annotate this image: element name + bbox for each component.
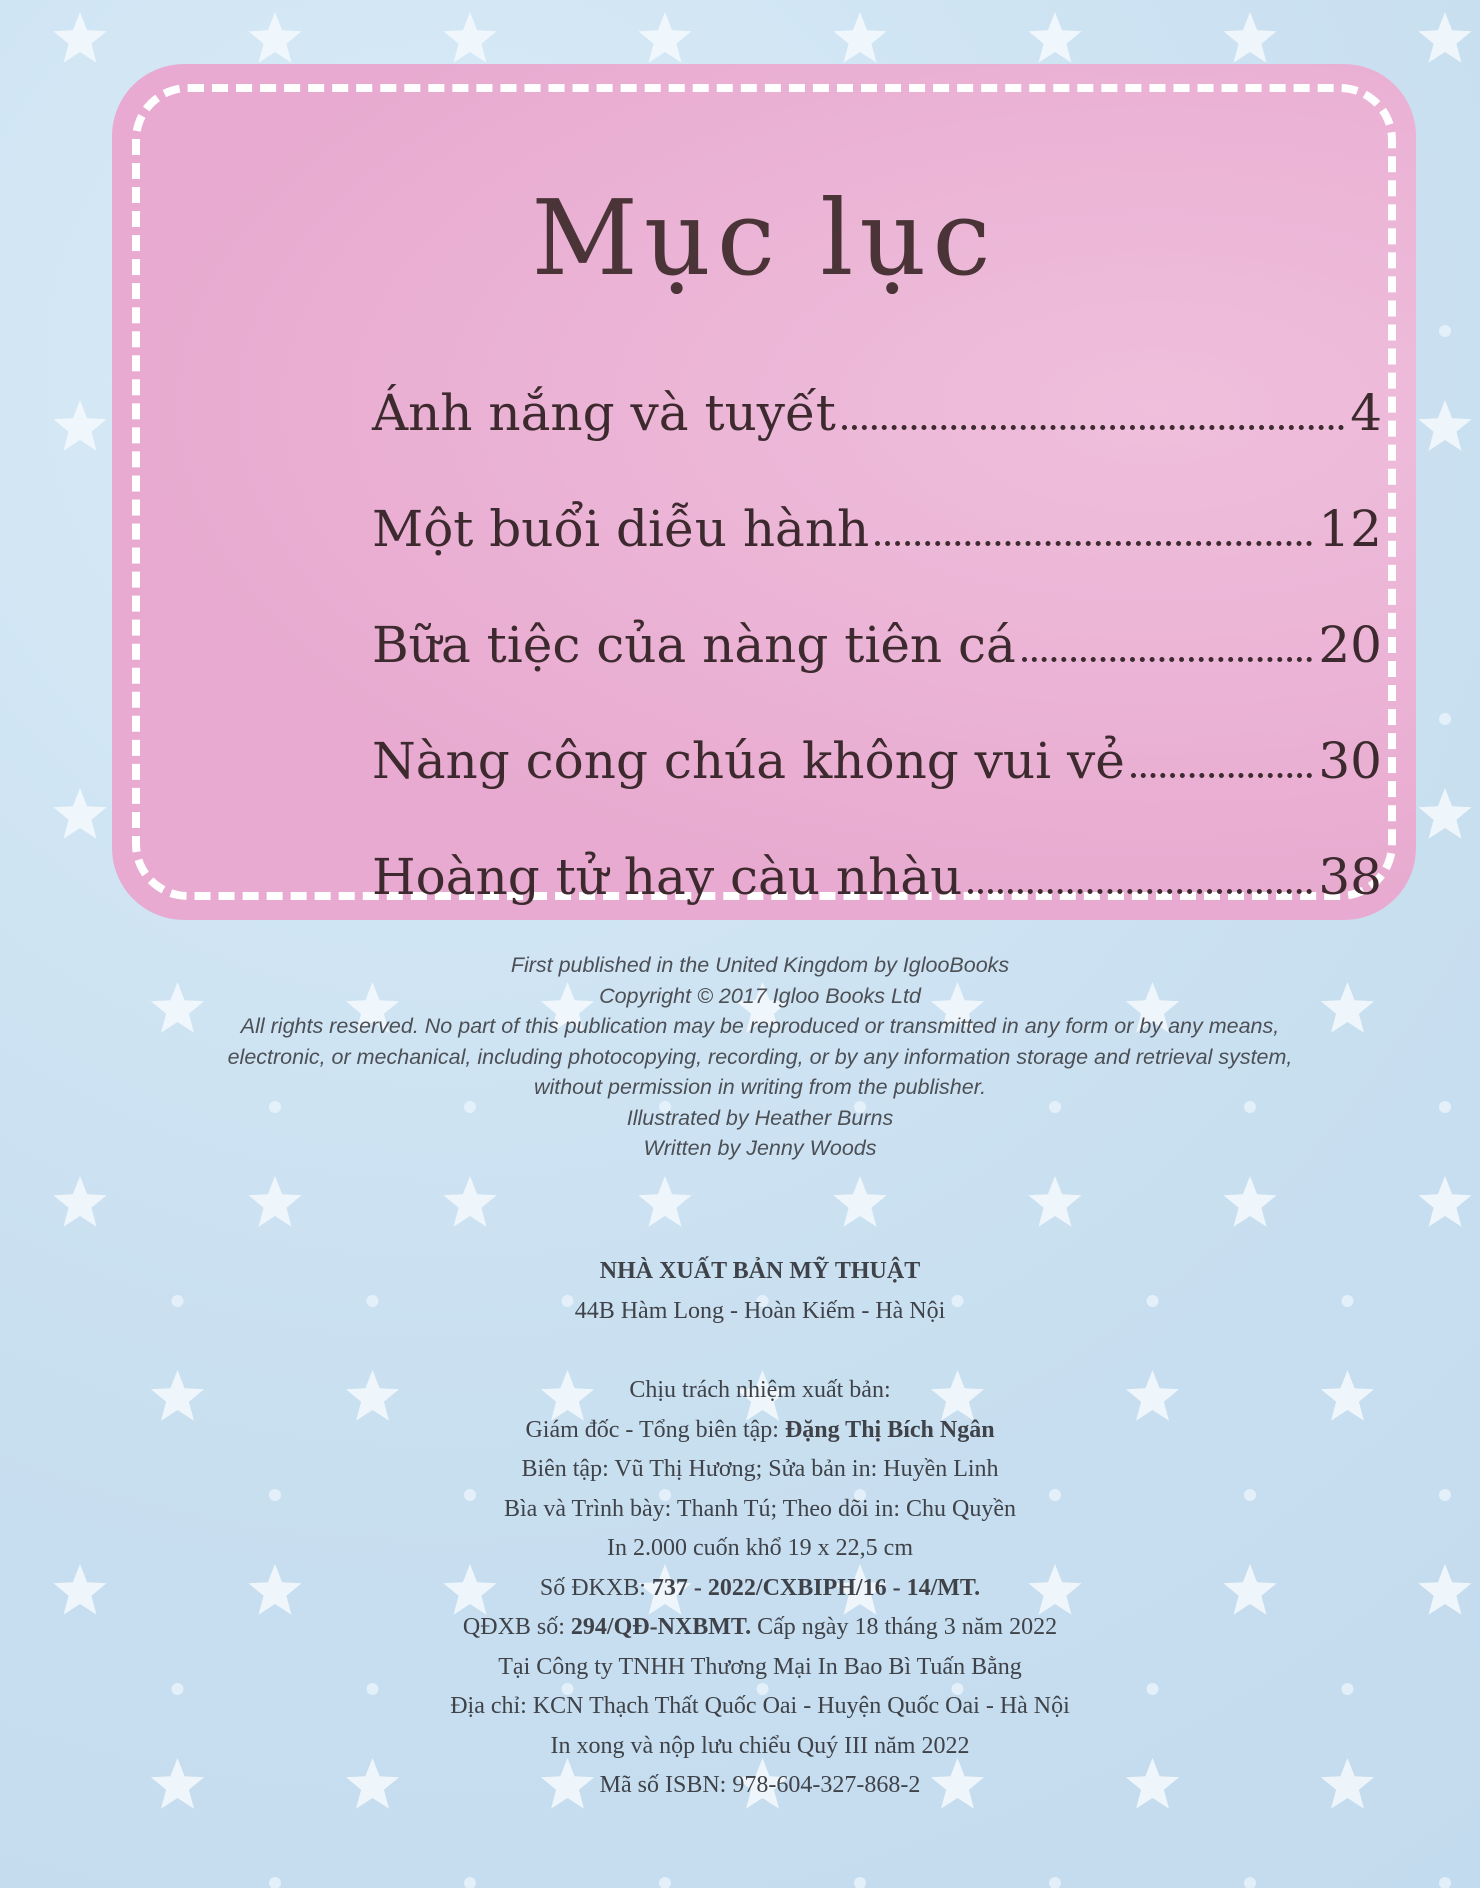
toc-entry-title: Nàng công chúa không vui vẻ: [372, 732, 1125, 790]
star-shape: [833, 1176, 886, 1227]
dot-shape: [172, 1295, 184, 1307]
toc-entry-page: 38: [1318, 848, 1382, 906]
toc-entry-page: 12: [1318, 500, 1382, 558]
table-of-contents-panel: [112, 64, 1416, 920]
toc-entry-title: Một buổi diễu hành: [372, 500, 870, 558]
toc-entry: [372, 500, 1382, 616]
toc-title: Mục lục: [531, 177, 997, 299]
dot-leader: [875, 541, 1312, 546]
star-shape: [638, 12, 691, 63]
credit-line: Written by Jenny Woods: [643, 1136, 877, 1160]
star-shape: [1418, 12, 1471, 63]
dot-shape: [1439, 1489, 1451, 1501]
dot-leader: [842, 425, 1344, 430]
star-shape: [1223, 1176, 1276, 1227]
dot-shape: [1439, 1877, 1451, 1888]
star-shape: [1028, 1176, 1081, 1227]
toc-entry-title: Bữa tiệc của nàng tiên cá: [372, 616, 1016, 674]
toc-entry: [372, 732, 1382, 848]
star-shape: [1418, 1176, 1471, 1227]
dot-shape: [1342, 1295, 1354, 1307]
dot-shape: [1244, 1877, 1256, 1888]
dot-leader: [1131, 773, 1313, 778]
dot-shape: [269, 1877, 281, 1888]
toc-entry: [372, 848, 1382, 964]
english-credits: [140, 950, 1380, 1164]
dot-shape: [1342, 1683, 1354, 1695]
credit-line: All rights reserved. No part of this publication may be reproduced or transmitted in any form or by any means,: [240, 1014, 1280, 1038]
star-shape: [151, 1758, 204, 1809]
toc-entry-page: 4: [1350, 384, 1382, 442]
toc-entry-page: 20: [1318, 616, 1382, 674]
star-shape: [1321, 1370, 1374, 1421]
credit-line: Copyright © 2017 Igloo Books Ltd: [599, 983, 921, 1008]
star-shape: [1223, 12, 1276, 63]
printer-line: Tại Công ty TNHH Thương Mại In Bao Bì Tuấn Bằng: [498, 1653, 1022, 1680]
toc-entry-title: Hoàng tử hay càu nhàu: [372, 848, 963, 906]
star-shape: [151, 1370, 204, 1421]
star-shape: [53, 788, 106, 839]
dot-shape: [659, 1877, 671, 1888]
credit-line: First published in the United Kingdom by IglooBooks: [510, 953, 1010, 977]
publisher-imprint: [240, 1252, 1280, 1806]
star-shape: [53, 1176, 106, 1227]
deposit-line: In xong và nộp lưu chiểu Quý III năm 2022: [550, 1732, 970, 1759]
star-shape: [248, 1176, 301, 1227]
star-shape: [1418, 400, 1471, 451]
dot-shape: [464, 1877, 476, 1888]
dot-shape: [1439, 713, 1451, 725]
responsible-heading: Chịu trách nhiệm xuất bản:: [629, 1377, 891, 1403]
star-shape: [1418, 788, 1471, 839]
star-shape: [53, 1564, 106, 1615]
star-shape: [443, 1176, 496, 1227]
dot-leader: [968, 889, 1312, 894]
printer-address-line: Địa chỉ: KCN Thạch Thất Quốc Oai - Huyện Quốc Oai - Hà Nội: [450, 1693, 1070, 1719]
star-shape: [53, 12, 106, 63]
decision-line: QĐXB số: 294/QĐ-NXBMT. Cấp ngày 18 tháng 3 năm 2022: [462, 1614, 1058, 1640]
toc-entry-title: Ánh nắng và tuyết: [372, 384, 836, 442]
publisher-name: NHÀ XUẤT BẢN MỸ THUẬT: [599, 1258, 921, 1284]
star-shape: [638, 1176, 691, 1227]
credit-line: without permission in writing from the publisher.: [533, 1075, 987, 1099]
dot-shape: [1049, 1877, 1061, 1888]
editor-line: Biên tập: Vũ Thị Hương; Sửa bản in: Huyền Linh: [521, 1456, 999, 1482]
dot-leader: [1022, 657, 1313, 662]
credit-line: Illustrated by Heather Burns: [626, 1105, 894, 1130]
toc-list: [372, 384, 1382, 964]
print-run-line: In 2.000 cuốn khổ 19 x 22,5 cm: [607, 1535, 913, 1561]
star-shape: [1418, 1564, 1471, 1615]
registration-line: Số ĐKXB: 737 - 2022/CXBIPH/16 - 14/MT.: [539, 1574, 981, 1601]
dot-shape: [854, 1877, 866, 1888]
credit-line: electronic, or mechanical, including photocopying, recording, or by any information storage and retrieval system,: [227, 1044, 1293, 1069]
director-line: Giám đốc - Tổng biên tập: Đặng Thị Bích Ngân: [525, 1416, 995, 1443]
star-shape: [1321, 1758, 1374, 1809]
star-shape: [248, 12, 301, 63]
star-shape: [443, 12, 496, 63]
toc-entry: [372, 384, 1382, 500]
publisher-address: 44B Hàm Long - Hoàn Kiếm - Hà Nội: [574, 1297, 946, 1324]
star-shape: [53, 400, 106, 451]
dot-shape: [1439, 1101, 1451, 1113]
toc-entry: [372, 616, 1382, 732]
dot-shape: [172, 1683, 184, 1695]
star-shape: [833, 12, 886, 63]
design-line: Bìa và Trình bày: Thanh Tú; Theo dõi in: Chu Quyền: [504, 1495, 1016, 1522]
toc-entry-page: 30: [1318, 732, 1382, 790]
isbn-line: Mã số ISBN: 978-604-327-868-2: [599, 1772, 921, 1798]
star-shape: [1028, 12, 1081, 63]
dot-shape: [1439, 325, 1451, 337]
